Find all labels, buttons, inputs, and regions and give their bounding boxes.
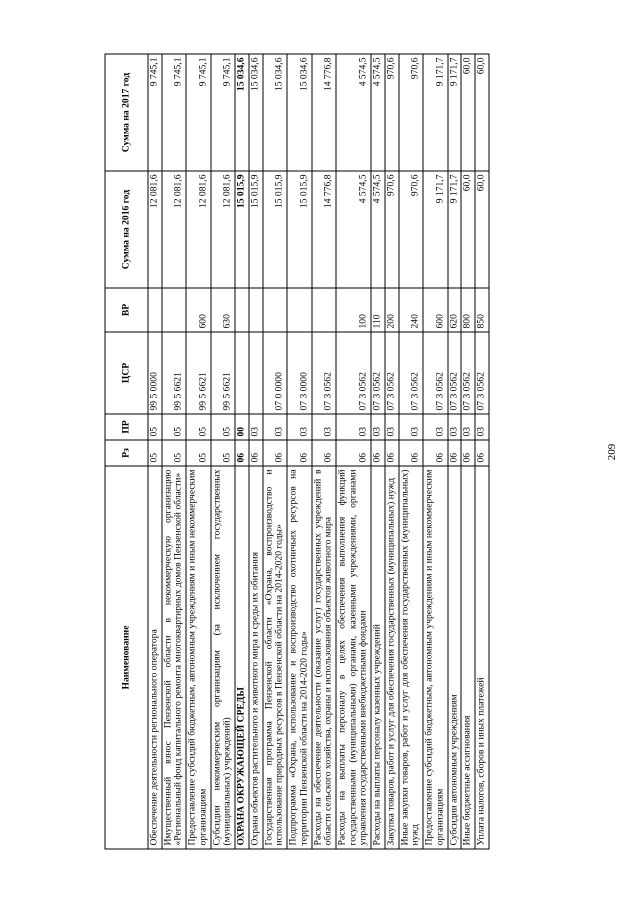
cell-rz: 06 (371, 440, 385, 466)
cell-sum-2016: 60,0 (475, 171, 489, 288)
table-header-row (105, 54, 148, 849)
cell-pr: 05 (162, 414, 186, 440)
cell-sum-2017: 60,0 (461, 54, 475, 171)
cell-name: Предоставление субсидий бюджетным, автономным учреждениям и иным некоммерческим организациям (186, 466, 210, 849)
cell-pr: 03 (371, 414, 385, 440)
cell-pr: 03 (263, 414, 287, 440)
cell-rz: 06 (249, 440, 263, 466)
table-body (148, 54, 489, 849)
table-row (162, 54, 186, 849)
cell-sum-2016: 12 081,6 (186, 171, 210, 288)
cell-sum-2016: 12 081,6 (162, 171, 186, 288)
cell-sum-2016: 15 015,9 (249, 171, 263, 288)
cell-vr: 600 (186, 288, 210, 332)
cell-rz: 06 (235, 440, 249, 466)
rotated-table-wrapper (105, 55, 560, 850)
cell-name: ОХРАНА ОКРУЖАЮЩЕЙ СРЕДЫ (235, 466, 249, 849)
cell-csr: 07 3 0562 (423, 332, 447, 414)
cell-name: Расходы на выплаты персоналу казенных учреждений (371, 466, 385, 849)
table-row (423, 54, 447, 849)
cell-rz: 06 (312, 440, 336, 466)
table-row (475, 54, 489, 849)
cell-pr: 03 (475, 414, 489, 440)
cell-name: Имущественный взнос Пензенской области в некоммерческую организацию «Региональный фонд капитального ремонта многоквартирных домов Пензенской области» (162, 466, 186, 849)
cell-sum-2016: 12 081,6 (211, 171, 235, 288)
header-name: Наименование (105, 466, 148, 849)
cell-vr: 630 (211, 288, 235, 332)
cell-pr: 03 (336, 414, 371, 440)
table-row (211, 54, 235, 849)
cell-vr (249, 288, 263, 332)
cell-rz: 05 (186, 440, 210, 466)
cell-sum-2017: 60,0 (475, 54, 489, 171)
cell-sum-2017: 9 745,1 (148, 54, 162, 171)
cell-name: Иные бюджетные ассигнования (461, 466, 475, 849)
cell-csr: 07 3 0562 (399, 332, 423, 414)
cell-csr: 07 3 0000 (287, 332, 311, 414)
cell-csr (249, 332, 263, 414)
cell-sum-2017: 15 034,6 (287, 54, 311, 171)
cell-pr: 03 (312, 414, 336, 440)
cell-pr: 00 (235, 414, 249, 440)
cell-sum-2017: 15 034,6 (249, 54, 263, 171)
cell-pr: 03 (249, 414, 263, 440)
cell-csr: 07 3 0562 (461, 332, 475, 414)
cell-name: Закупка товаров, работ и услуг для обеспечения государственных (муниципальных) нужд (385, 466, 399, 849)
cell-csr: 07 0 0000 (263, 332, 287, 414)
table-row (371, 54, 385, 849)
cell-sum-2017: 9 745,1 (186, 54, 210, 171)
cell-vr (235, 288, 249, 332)
cell-sum-2016: 9 171,7 (448, 171, 462, 288)
cell-vr: 800 (461, 288, 475, 332)
cell-csr: 07 3 0562 (475, 332, 489, 414)
cell-sum-2016: 4 574,5 (371, 171, 385, 288)
cell-rz: 06 (336, 440, 371, 466)
table-row (448, 54, 462, 849)
table-row (263, 54, 287, 849)
cell-sum-2016: 15 015,9 (235, 171, 249, 288)
cell-vr (263, 288, 287, 332)
cell-vr (148, 288, 162, 332)
table-row (461, 54, 475, 849)
cell-pr: 03 (448, 414, 462, 440)
cell-name: Подпрограмма «Охрана, использование и воспроизводство охотничьих ресурсов на территории Пензенской области на 2014-2020 годы» (287, 466, 311, 849)
table-row (235, 54, 249, 849)
cell-sum-2017: 14 776,8 (312, 54, 336, 171)
cell-rz: 06 (287, 440, 311, 466)
cell-sum-2016: 14 776,8 (312, 171, 336, 288)
cell-csr: 99 5 6621 (162, 332, 186, 414)
cell-csr: 07 3 0562 (371, 332, 385, 414)
cell-vr: 240 (399, 288, 423, 332)
header-pr: ПР (105, 414, 148, 440)
cell-sum-2016: 15 015,9 (287, 171, 311, 288)
cell-rz: 06 (448, 440, 462, 466)
cell-csr: 99 5 6621 (211, 332, 235, 414)
cell-rz: 06 (263, 440, 287, 466)
cell-csr: 07 3 0562 (312, 332, 336, 414)
cell-rz: 06 (461, 440, 475, 466)
cell-sum-2017: 15 034,6 (235, 54, 249, 171)
cell-csr (235, 332, 249, 414)
table-row (287, 54, 311, 849)
page-number: 209 (606, 443, 618, 461)
cell-sum-2016: 60,0 (461, 171, 475, 288)
cell-pr: 05 (211, 414, 235, 440)
cell-pr: 03 (385, 414, 399, 440)
table-row (399, 54, 423, 849)
cell-rz: 06 (423, 440, 447, 466)
cell-name: Обеспечение деятельности регионального оператора (148, 466, 162, 849)
table-row (385, 54, 399, 849)
cell-sum-2017: 4 574,5 (371, 54, 385, 171)
cell-sum-2016: 12 081,6 (148, 171, 162, 288)
table-row (249, 54, 263, 849)
cell-rz: 05 (162, 440, 186, 466)
cell-vr: 200 (385, 288, 399, 332)
cell-sum-2017: 9 745,1 (211, 54, 235, 171)
cell-sum-2017: 9 171,7 (423, 54, 447, 171)
cell-vr: 600 (423, 288, 447, 332)
cell-pr: 03 (423, 414, 447, 440)
cell-sum-2016: 9 171,7 (423, 171, 447, 288)
table-row (148, 54, 162, 849)
cell-vr (287, 288, 311, 332)
cell-pr: 05 (186, 414, 210, 440)
cell-rz: 06 (385, 440, 399, 466)
header-sum-2016: Сумма на 2016 год (105, 171, 148, 288)
table-row (186, 54, 210, 849)
cell-rz: 06 (475, 440, 489, 466)
cell-sum-2017: 4 574,5 (336, 54, 371, 171)
cell-vr: 110 (371, 288, 385, 332)
cell-sum-2016: 970,6 (399, 171, 423, 288)
header-csr: ЦСР (105, 332, 148, 414)
cell-pr: 03 (287, 414, 311, 440)
cell-pr: 05 (148, 414, 162, 440)
cell-vr: 620 (448, 288, 462, 332)
cell-pr: 03 (399, 414, 423, 440)
header-vr: ВР (105, 288, 148, 332)
cell-name: Государственная программа Пензенской области «Охрана, воспроизводство и использование природных ресурсов в Пензенской области на 2014-2020 годы» (263, 466, 287, 849)
cell-name: Расходы на выплаты персоналу в целях обеспечения выполнения функций государственными (муниципальными) органами, казенными учреждениями, органами управления государственными внебюджетными фондами (336, 466, 371, 849)
cell-name: Расходы на обеспечение деятельности (оказание услуг) государственных учреждений в области сельского хозяйства, охраны и использования объектов животного мира (312, 466, 336, 849)
cell-pr: 03 (461, 414, 475, 440)
cell-sum-2017: 970,6 (399, 54, 423, 171)
table-row (312, 54, 336, 849)
cell-sum-2016: 15 015,9 (263, 171, 287, 288)
cell-name: Субсидии некоммерческим организациям (за исключением государственных (муниципальных) учреждений) (211, 466, 235, 849)
cell-vr: 850 (475, 288, 489, 332)
cell-vr: 100 (336, 288, 371, 332)
table-row (336, 54, 371, 849)
cell-vr (162, 288, 186, 332)
cell-csr: 99 5 0000 (148, 332, 162, 414)
cell-csr: 07 3 0562 (336, 332, 371, 414)
cell-csr: 07 3 0562 (385, 332, 399, 414)
cell-name: Уплата налогов, сборов и иных платежей (475, 466, 489, 849)
cell-sum-2017: 9 745,1 (162, 54, 186, 171)
header-sum-2017: Сумма на 2017 год (105, 54, 148, 171)
cell-name: Субсидии автономным учреждениям (448, 466, 462, 849)
header-rz: Рз (105, 440, 148, 466)
cell-rz: 05 (211, 440, 235, 466)
cell-name: Охрана объектов растительного и животного мира и среды их обитания (249, 466, 263, 849)
cell-vr (312, 288, 336, 332)
cell-sum-2017: 9 171,7 (448, 54, 462, 171)
budget-table (105, 54, 490, 850)
cell-sum-2016: 4 574,5 (336, 171, 371, 288)
cell-name: Предоставление субсидий бюджетным, автономным учреждениям и иным некоммерческим организациям (423, 466, 447, 849)
cell-csr: 99 5 6621 (186, 332, 210, 414)
cell-sum-2017: 15 034,6 (263, 54, 287, 171)
cell-sum-2017: 970,6 (385, 54, 399, 171)
cell-rz: 06 (399, 440, 423, 466)
cell-name: Иные закупки товаров, работ и услуг для обеспечения государственных (муниципальных) нужд (399, 466, 423, 849)
cell-rz: 05 (148, 440, 162, 466)
cell-csr: 07 3 0562 (448, 332, 462, 414)
cell-sum-2016: 970,6 (385, 171, 399, 288)
